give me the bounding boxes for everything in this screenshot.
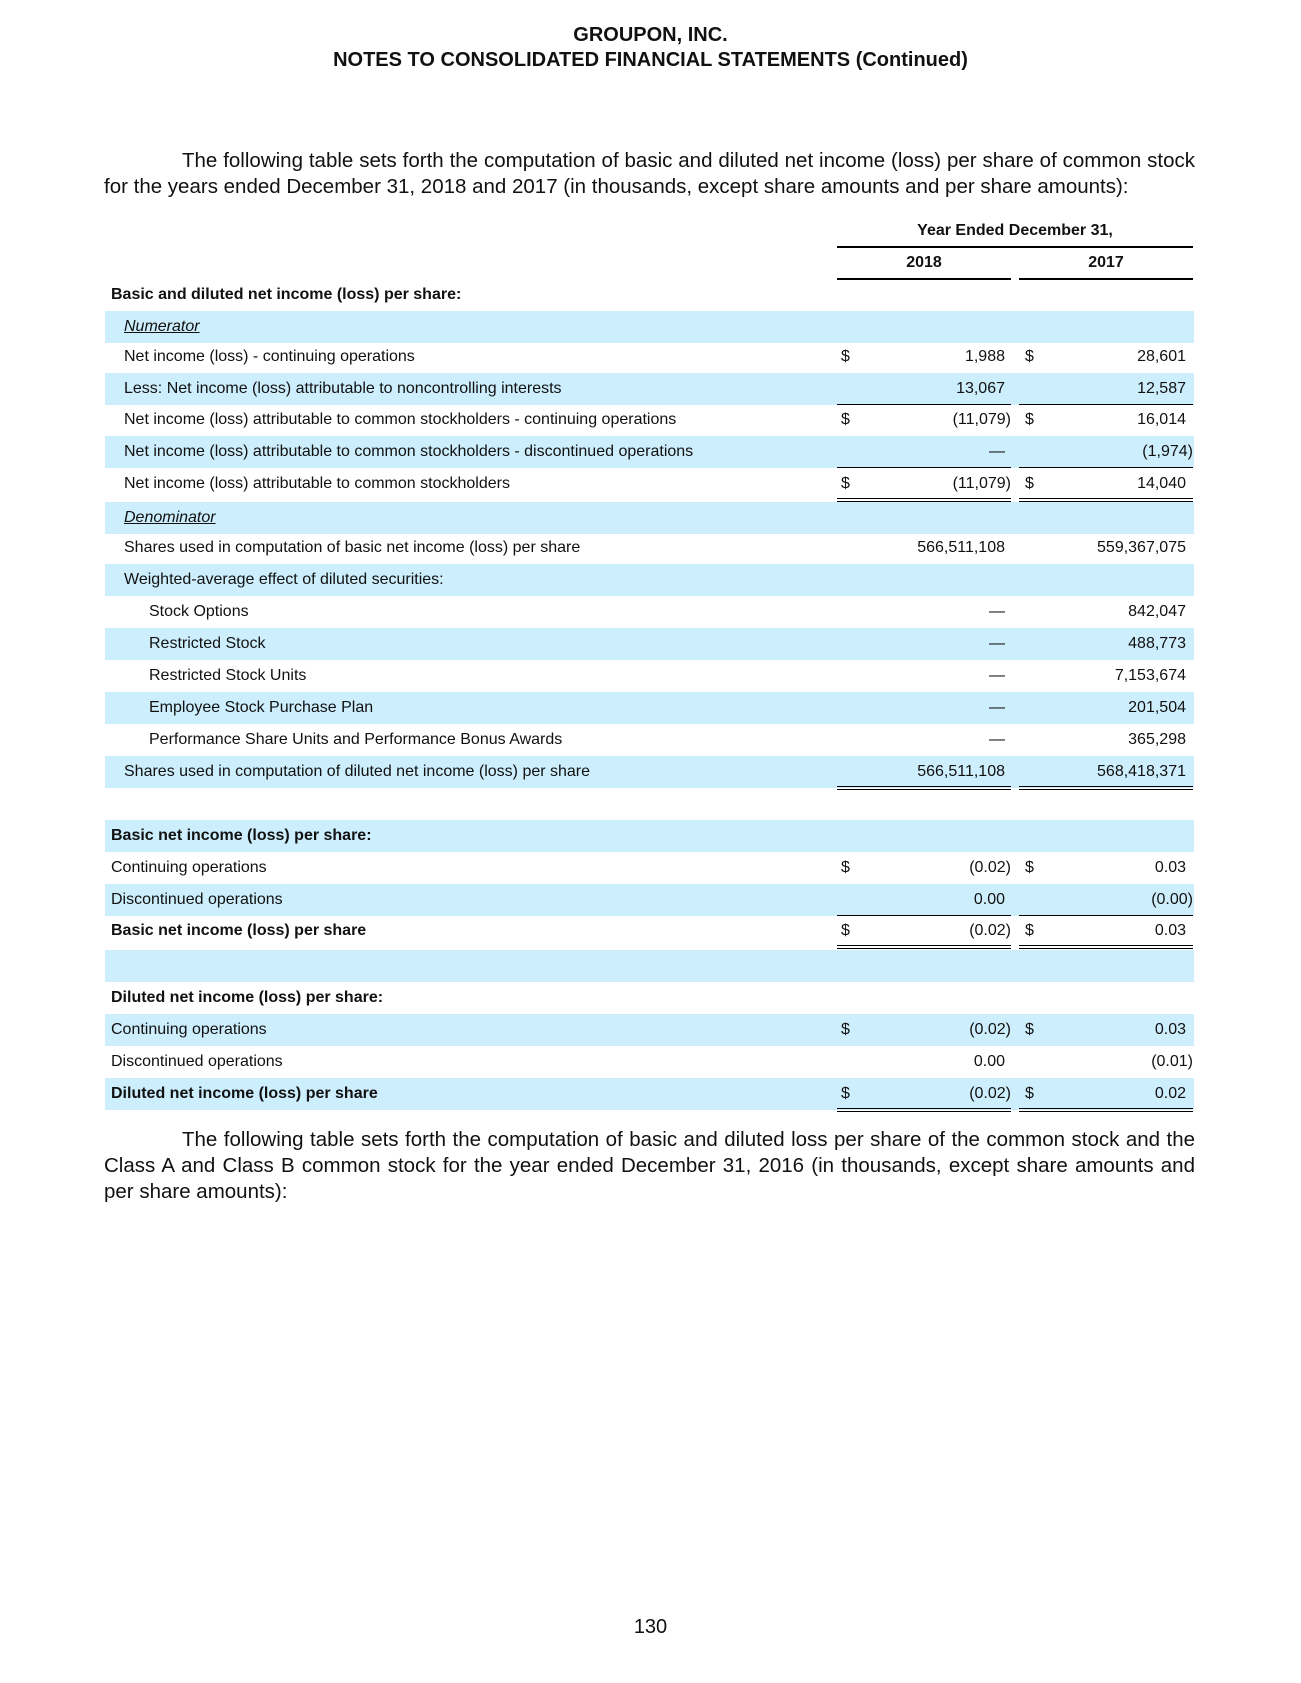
value-2018: (0.02) bbox=[969, 1085, 1011, 1102]
column-header-2018: 2018 bbox=[906, 254, 942, 271]
row-label: Denominator bbox=[124, 509, 216, 526]
row-label: Net income (loss) attributable to common stockholders bbox=[124, 475, 510, 492]
table-row bbox=[105, 660, 1194, 692]
value-2017: (0.01) bbox=[1151, 1053, 1193, 1070]
row-label: Restricted Stock Units bbox=[149, 667, 307, 684]
currency-symbol: $ bbox=[841, 1085, 850, 1102]
currency-symbol: $ bbox=[1025, 1085, 1034, 1102]
column-header-2017: 2017 bbox=[1088, 254, 1124, 271]
row-label: Performance Share Units and Performance Bonus Awards bbox=[149, 731, 563, 748]
table-row bbox=[105, 532, 1194, 564]
total-double-rule bbox=[1019, 945, 1193, 949]
value-2017: 488,773 bbox=[1128, 635, 1186, 652]
value-2018: (0.02) bbox=[969, 859, 1011, 876]
currency-symbol: $ bbox=[1025, 859, 1034, 876]
value-2017: 16,014 bbox=[1137, 411, 1186, 428]
table-row bbox=[105, 404, 1194, 436]
row-label: Continuing operations bbox=[111, 859, 267, 876]
page-number: 130 bbox=[633, 1616, 668, 1638]
value-2018: 13,067 bbox=[956, 380, 1005, 397]
row-label: Net income (loss) attributable to common stockholders - continuing operations bbox=[124, 411, 677, 428]
row-label: Basic net income (loss) per share bbox=[111, 922, 367, 939]
currency-symbol: $ bbox=[841, 1021, 850, 1038]
table-row-diluted-header bbox=[105, 982, 1194, 1014]
row-label: Shares used in computation of basic net income (loss) per share bbox=[124, 539, 581, 556]
value-2017: 0.03 bbox=[1154, 922, 1186, 939]
intro-paragraph: The following table sets forth the computation of basic and diluted net income (loss) per share of common stock for the years ended December 31, 2018 and 2017 (in thousands, except share amounts and per share amounts): bbox=[104, 149, 1195, 198]
row-label: Net income (loss) attributable to common stockholders - discontinued operations bbox=[124, 443, 694, 460]
row-label: Continuing operations bbox=[111, 1021, 267, 1038]
table-section-title bbox=[105, 279, 1194, 311]
value-2017: 365,298 bbox=[1128, 731, 1186, 748]
value-2017: 12,587 bbox=[1137, 380, 1186, 397]
page-subtitle: NOTES TO CONSOLIDATED FINANCIAL STATEMENTS (Continued) bbox=[333, 49, 968, 71]
outro-paragraph: The following table sets forth the computation of basic and diluted loss per share of the common stock and the Class A and Class B common stock for the year ended December 31, 2016 (in thousands, except share amounts and per share amounts): bbox=[104, 1128, 1195, 1203]
value-2018: — bbox=[989, 731, 1005, 748]
table-row bbox=[105, 596, 1194, 628]
column-group-header: Year Ended December 31, bbox=[917, 222, 1113, 239]
value-2018: 1,988 bbox=[964, 348, 1005, 365]
row-label: Shares used in computation of diluted net income (loss) per share bbox=[124, 763, 591, 780]
table-row bbox=[105, 341, 1194, 373]
table-spacer-row bbox=[105, 950, 1194, 982]
company-name: GROUPON, INC. bbox=[573, 24, 728, 46]
value-2018: (11,079) bbox=[952, 475, 1011, 492]
table-row bbox=[105, 1046, 1194, 1078]
row-label: Less: Net income (loss) attributable to noncontrolling interests bbox=[124, 380, 562, 397]
value-2018: — bbox=[989, 635, 1005, 652]
total-double-rule bbox=[1019, 786, 1193, 790]
value-2018: — bbox=[989, 699, 1005, 716]
table-row bbox=[105, 468, 1194, 500]
value-2017: 28,601 bbox=[1137, 348, 1186, 365]
value-2018: (0.02) bbox=[969, 922, 1011, 939]
row-label: Net income (loss) - continuing operations bbox=[124, 348, 415, 365]
row-label: Weighted-average effect of diluted securities: bbox=[124, 571, 444, 588]
row-label: Employee Stock Purchase Plan bbox=[149, 699, 374, 716]
value-2017: 0.03 bbox=[1154, 859, 1186, 876]
row-label: Diluted net income (loss) per share: bbox=[111, 989, 384, 1006]
currency-symbol: $ bbox=[1025, 475, 1034, 492]
table-row bbox=[105, 628, 1194, 660]
value-2018: — bbox=[989, 603, 1005, 620]
total-double-rule bbox=[837, 1108, 1011, 1112]
value-2017: 559,367,075 bbox=[1097, 539, 1186, 556]
currency-symbol: $ bbox=[1025, 348, 1034, 365]
value-2018: (11,079) bbox=[952, 411, 1011, 428]
currency-symbol: $ bbox=[1025, 922, 1034, 939]
table-row bbox=[105, 756, 1194, 788]
total-double-rule bbox=[1019, 1108, 1193, 1112]
value-2018: 566,511,108 bbox=[917, 763, 1005, 780]
value-2017: (1,974) bbox=[1142, 443, 1193, 460]
table-row bbox=[105, 884, 1194, 916]
table-row-basic-header bbox=[105, 820, 1194, 852]
value-2017: (0.00) bbox=[1151, 891, 1193, 908]
column-group-rule bbox=[837, 246, 1193, 248]
table-row-numerator bbox=[105, 311, 1194, 343]
table-row bbox=[105, 852, 1194, 884]
value-2017: 14,040 bbox=[1137, 475, 1186, 492]
value-2018: 0.00 bbox=[973, 1053, 1005, 1070]
row-label: Diluted net income (loss) per share bbox=[111, 1085, 378, 1102]
value-2017: 842,047 bbox=[1128, 603, 1186, 620]
table-row bbox=[105, 564, 1194, 596]
row-label: Restricted Stock bbox=[149, 635, 266, 652]
currency-symbol: $ bbox=[1025, 1021, 1034, 1038]
table-row-basic-total bbox=[105, 915, 1194, 947]
value-2017: 0.02 bbox=[1154, 1085, 1186, 1102]
row-label: Stock Options bbox=[149, 603, 249, 620]
table-row bbox=[105, 724, 1194, 756]
currency-symbol: $ bbox=[841, 922, 850, 939]
table-row-diluted-total bbox=[105, 1078, 1194, 1110]
value-2018: (0.02) bbox=[969, 1021, 1011, 1038]
currency-symbol: $ bbox=[1025, 411, 1034, 428]
table-row bbox=[105, 436, 1194, 468]
section-title-label: Basic and diluted net income (loss) per share: bbox=[111, 286, 462, 303]
table-row bbox=[105, 373, 1194, 405]
total-double-rule bbox=[837, 945, 1011, 949]
value-2018: — bbox=[989, 443, 1005, 460]
currency-symbol: $ bbox=[841, 348, 850, 365]
row-label: Discontinued operations bbox=[111, 891, 283, 908]
currency-symbol: $ bbox=[841, 411, 850, 428]
currency-symbol: $ bbox=[841, 475, 850, 492]
currency-symbol: $ bbox=[841, 859, 850, 876]
value-2017: 568,418,371 bbox=[1097, 763, 1186, 780]
value-2018: — bbox=[989, 667, 1005, 684]
table-row bbox=[105, 692, 1194, 724]
value-2018: 566,511,108 bbox=[917, 539, 1005, 556]
value-2017: 0.03 bbox=[1154, 1021, 1186, 1038]
value-2018: 0.00 bbox=[973, 891, 1005, 908]
row-label: Basic net income (loss) per share: bbox=[111, 827, 372, 844]
table-row-denominator bbox=[105, 502, 1194, 534]
row-label: Discontinued operations bbox=[111, 1053, 283, 1070]
value-2017: 7,153,674 bbox=[1114, 667, 1186, 684]
value-2017: 201,504 bbox=[1128, 699, 1186, 716]
row-label: Numerator bbox=[124, 318, 200, 335]
table-row bbox=[105, 1014, 1194, 1046]
total-double-rule bbox=[837, 786, 1011, 790]
